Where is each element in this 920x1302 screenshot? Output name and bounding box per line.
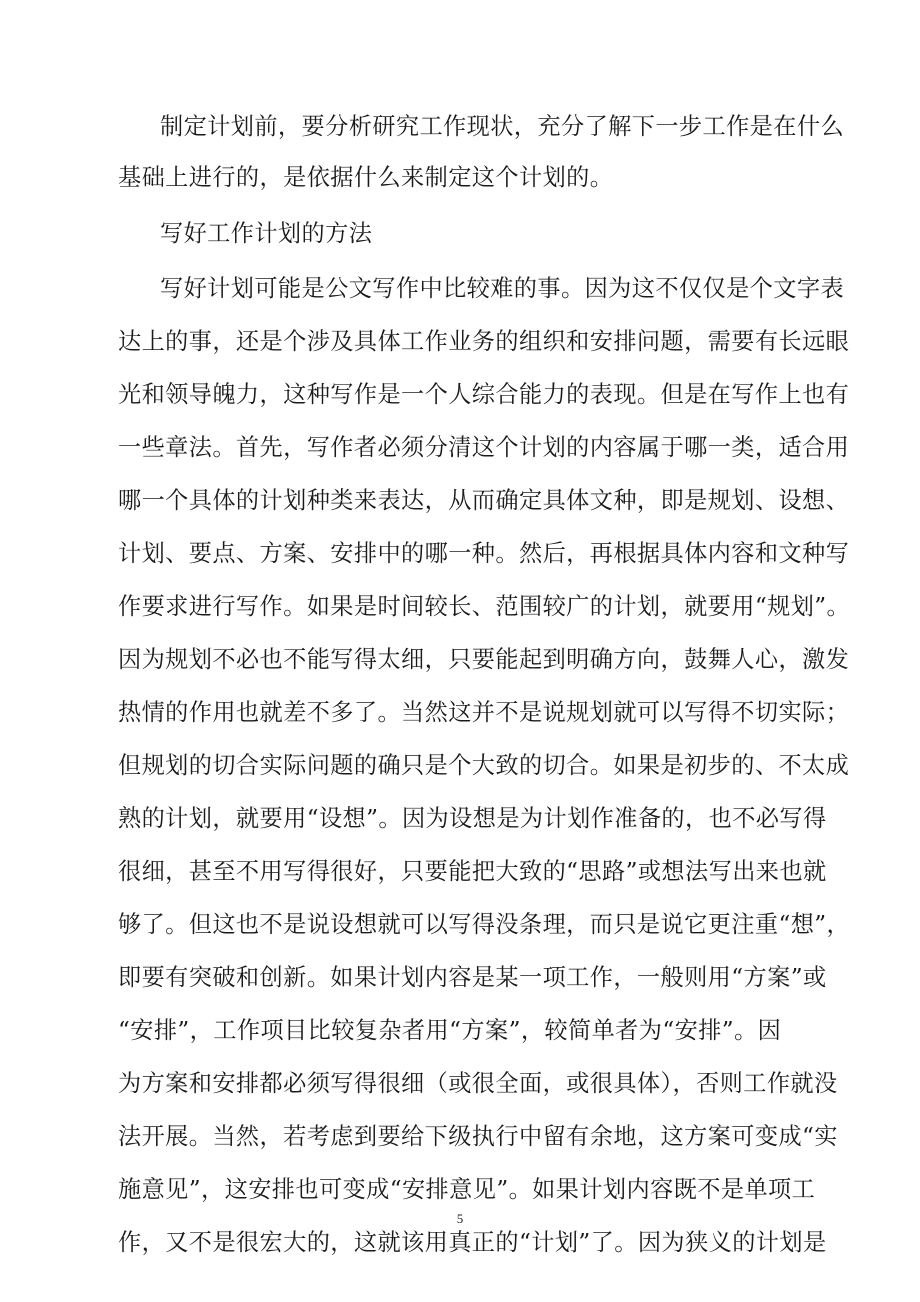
paragraph-line: 作，又不是很宏大的，这就该用真正的“计划”了。因为狭义的计划是 [118, 1229, 827, 1256]
paragraph-line: 即要有突破和创新。如果计划内容是某一项工作，一般则用“方案”或 [118, 964, 827, 991]
paragraph-line: 热情的作用也就差不多了。当然这并不是说规划就可以写得不切实际； [118, 699, 850, 726]
paragraph-line: 基础上进行的，是依据什么来制定这个计划的。 [118, 164, 614, 191]
paragraph-line: 因为规划不必也不能写得太细，只要能起到明确方向，鼓舞人心，激发 [118, 646, 850, 673]
paragraph-line: 作要求进行写作。如果是时间较长、范围较广的计划，就要用“规划”。 [118, 593, 851, 620]
paragraph-line: 够了。但这也不是说设想就可以写得没条理，而只是说它更注重“想”， [118, 911, 851, 938]
paragraph-line: 达上的事，还是个涉及具体工作业务的组织和安排问题，需要有长远眼 [118, 328, 850, 355]
paragraph-line: 为方案和安排都必须写得很细（或很全面，或很具体），否则工作就没 [118, 1070, 838, 1097]
paragraph-line: 计划、要点、方案、安排中的哪一种。然后，再根据具体内容和文种写 [118, 540, 850, 567]
paragraph-line: 一些章法。首先，写作者必须分清这个计划的内容属于哪一类，适合用 [118, 434, 850, 461]
page-number: 5 [456, 1211, 464, 1226]
paragraph-line: 光和领导魄力，这种写作是一个人综合能力的表现。但是在写作上也有 [118, 381, 850, 408]
paragraph-line: 法开展。当然，若考虑到要给下级执行中留有余地，这方案可变成“实 [118, 1123, 838, 1150]
section-heading: 写好工作计划的方法 [160, 220, 373, 247]
paragraph-line: 但规划的切合实际问题的确只是个大致的切合。如果是初步的、不太成 [118, 752, 850, 779]
paragraph-line: “安排”，工作项目比较复杂者用“方案”，较简单者为“安排”。因 [118, 1017, 782, 1044]
paragraph-line: 很细，甚至不用写得很好，只要能把大致的“思路”或想法写出来也就 [118, 858, 827, 885]
paragraph-line: 制定计划前，要分析研究工作现状，充分了解下一步工作是在什么 [160, 113, 845, 140]
paragraph-line: 写好计划可能是公文写作中比较难的事。因为这不仅仅是个文字表 [160, 275, 845, 302]
paragraph-line: 哪一个具体的计划种类来表达，从而确定具体文种，即是规划、设想、 [118, 487, 850, 514]
paragraph-line: 施意见”，这安排也可变成“安排意见”。如果计划内容既不是单项工 [118, 1176, 816, 1203]
paragraph-line: 熟的计划，就要用“设想”。因为设想是为计划作准备的，也不必写得 [118, 805, 827, 832]
